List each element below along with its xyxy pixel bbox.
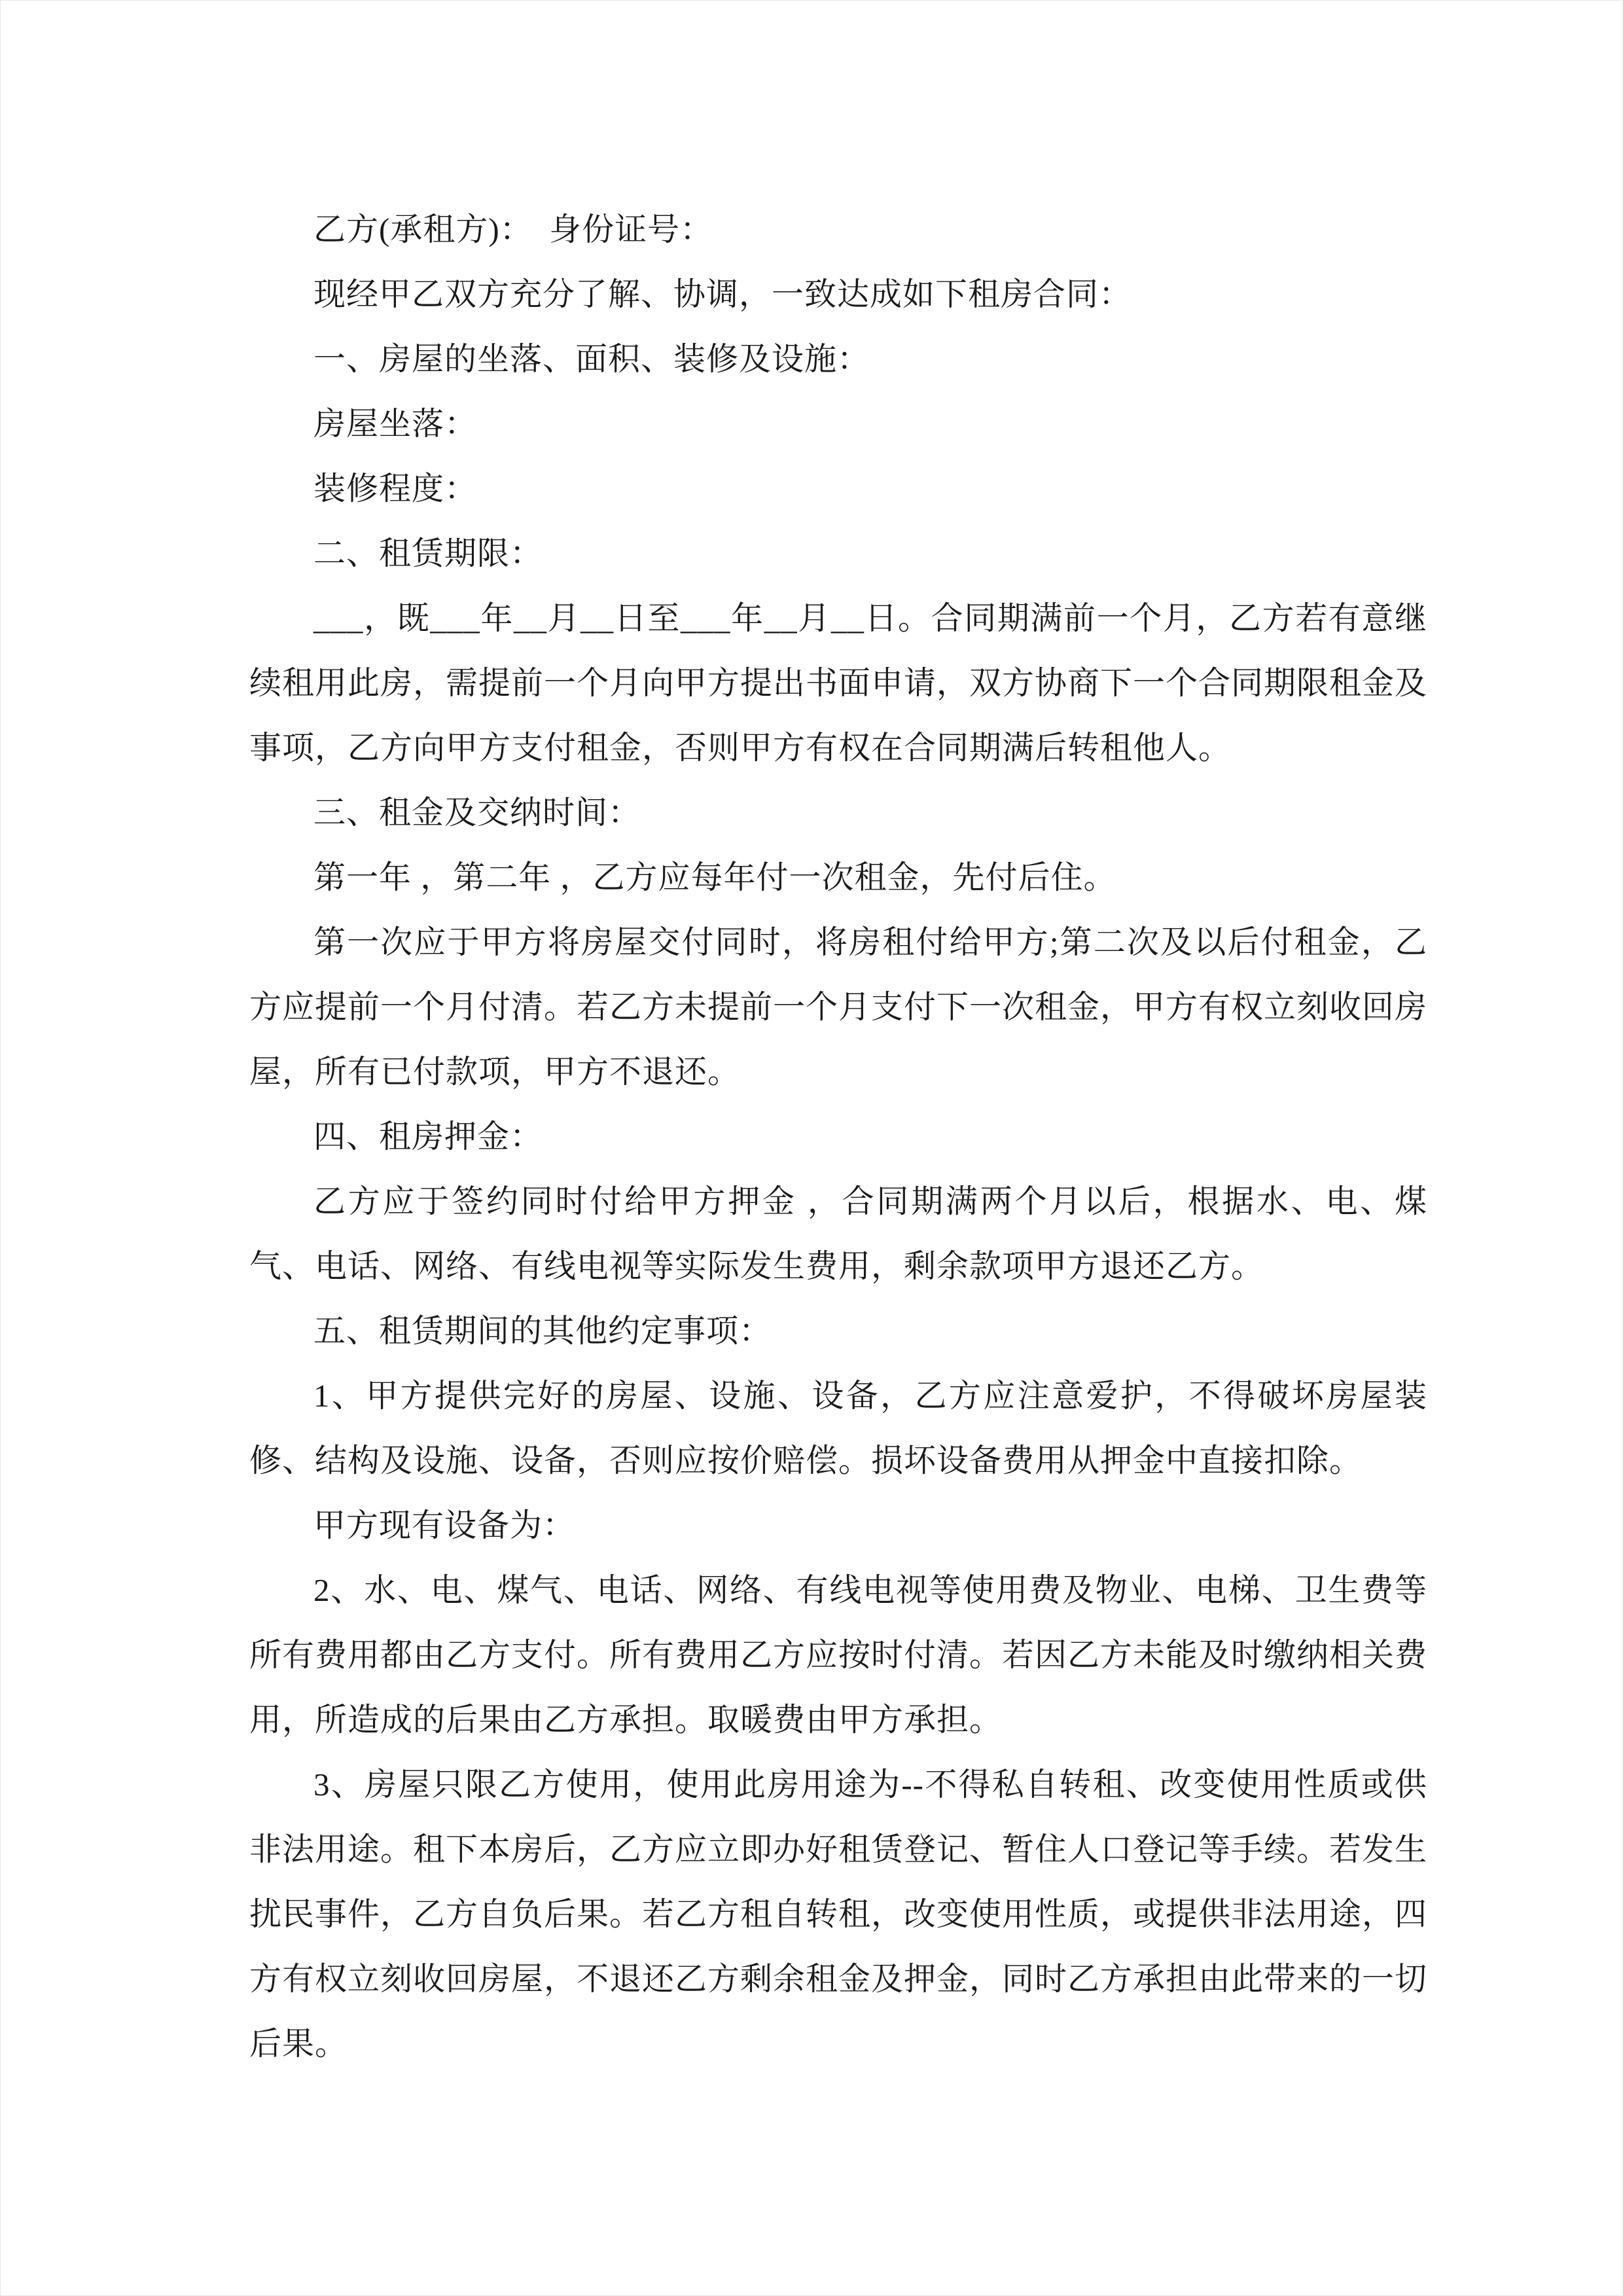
paragraph: 3、房屋只限乙方使用，使用此房用途为--不得私自转租、改变使用性质或供非法用途。租下本房后，乙方应立即办好租赁登记、暂住人口登记等手续。若发生扰民事件，乙方自负后果。若乙方租自转租，改变使用性质，或提供非法用途，四方有权立刻收回房屋，不退还乙方剩余租金及押金，同时乙方承担由此带来的一切后果。 (249, 1767, 1428, 2062)
paragraph: 乙方应于签约同时付给甲方押金 ，合同期满两个月以后，根据水、电、煤气、电话、网络、有线电视等实际发生费用，剩余款项甲方退还乙方。 (249, 1183, 1427, 1284)
paragraph: 房屋坐落： (313, 406, 478, 442)
paragraph: 甲方现有设备为： (313, 1507, 576, 1543)
paragraph: 三、租金及交纳时间： (313, 795, 641, 831)
paragraph: 第一年 ，第二年 ，乙方应每年付一次租金，先付后住。 (313, 859, 1116, 895)
paragraph: 1、甲方提供完好的房屋、设施、设备，乙方应注意爱护，不得破坏房屋装修、结构及设施、设备，否则应按价赔偿。损坏设备费用从押金中直接扣除。 (249, 1378, 1427, 1479)
paragraph: ___，既___年__月__日至___年__月__日。合同期满前一个月，乙方若有意继续租用此房，需提前一个月向甲方提出书面申请，双方协商下一个合同期限租金及事项，乙方向甲方支付租金，否则甲方有权在合同期满后转租他人。 (249, 600, 1428, 766)
paragraph: 乙方(承租方)： 身份证号： (313, 211, 713, 247)
paragraph: 五、租赁期间的其他约定事项： (313, 1313, 772, 1349)
paragraph: 第一次应于甲方将房屋交付同时，将房租付给甲方;第二次及以后付租金，乙方应提前一个月付清。若乙方未提前一个月支付下一次租金，甲方有权立刻收回房屋，所有已付款项，甲方不退还。 (249, 924, 1428, 1090)
paragraph: 四、租房押金： (313, 1119, 543, 1155)
paragraph: 现经甲乙双方充分了解、协调，一致达成如下租房合同： (313, 276, 1132, 312)
paragraph: 2、水、电、煤气、电话、网络、有线电视等使用费及物业、电梯、卫生费等所有费用都由乙方支付。所有费用乙方应按时付清。若因乙方未能及时缴纳相关费用，所造成的后果由乙方承担。取暖费由甲方承担。 (249, 1572, 1428, 1738)
document-body (249, 197, 1427, 2076)
paragraph: 装修程度： (313, 471, 478, 507)
paragraph: 一、房屋的坐落、面积、装修及设施： (313, 341, 870, 377)
paragraph: 二、租赁期限： (313, 535, 543, 571)
